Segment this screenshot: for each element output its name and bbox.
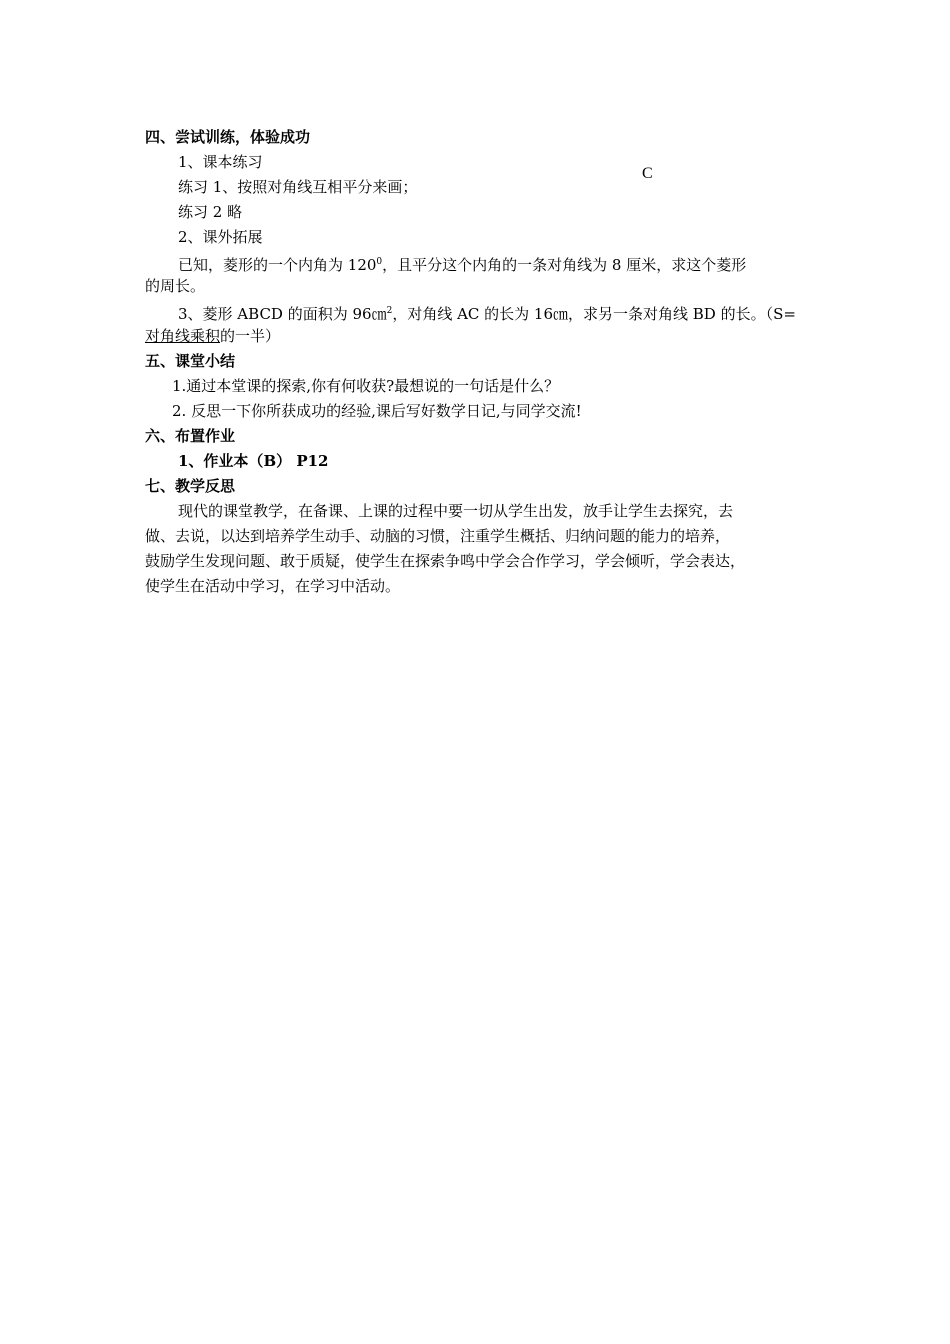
- reflection-line2: 做、去说，以达到培养学生动手、动脑的习惯，注重学生概括、归纳问题的能力的培养，: [145, 527, 731, 545]
- problem2-text-b: ，且平分这个内角的一条对角线为 8 厘米，求这个菱形: [382, 256, 747, 274]
- section6-item1: 1、作业本（B） P12: [178, 452, 329, 470]
- section4-item2: 2、课外拓展: [178, 228, 263, 246]
- reflection-line1: 现代的课堂教学，在备课、上课的过程中要一切从学生出发，放手让学生去探究，去: [178, 502, 734, 520]
- problem3-underlined: 对角线乘积: [145, 327, 221, 345]
- problem3-text-c: 的一半）: [220, 327, 281, 345]
- reflection-line3: 鼓励学生发现问题、敢于质疑，使学生在探索争鸣中学会合作学习，学会倾听，学会表达，: [145, 552, 746, 570]
- problem3-text-b: ，对角线 AC 的长为 16㎝，求另一条对角线 BD 的长。（S=: [392, 305, 796, 323]
- problem3-line2: [145, 325, 280, 347]
- section5-item1: 1.通过本堂课的探索,你有何收获?最想说的一句话是什么？: [172, 377, 560, 395]
- section4-heading: 四、尝试训练，体验成功: [145, 128, 311, 146]
- exercise-1: 练习 1、按照对角线互相平分来画；: [178, 178, 418, 196]
- problem3-line1: [178, 300, 796, 325]
- section5-heading: 五、课堂小结: [145, 352, 236, 370]
- section5-item2: 2. 反思一下你所获成功的经验,课后写好数学日记,与同学交流!: [172, 402, 582, 420]
- problem2-text-a: 已知，菱形的一个内角为 120: [178, 256, 377, 274]
- problem3-text-a: 3、菱形 ABCD 的面积为 96㎝: [178, 305, 387, 323]
- problem2-line2: 的周长。: [145, 277, 206, 295]
- problem3-superscript: 2: [386, 306, 393, 316]
- section6-heading: 六、布置作业: [145, 427, 236, 445]
- problem2-line1: [178, 251, 746, 276]
- reflection-line4: 使学生在活动中学习，在学习中活动。: [145, 577, 401, 595]
- exercise-2: 练习 2 略: [178, 203, 243, 221]
- figure-label-c: C: [642, 165, 653, 182]
- problem2-superscript: 0: [376, 257, 383, 267]
- section4-item1: 1、课本练习: [178, 153, 263, 171]
- section7-heading: 七、教学反思: [145, 477, 236, 495]
